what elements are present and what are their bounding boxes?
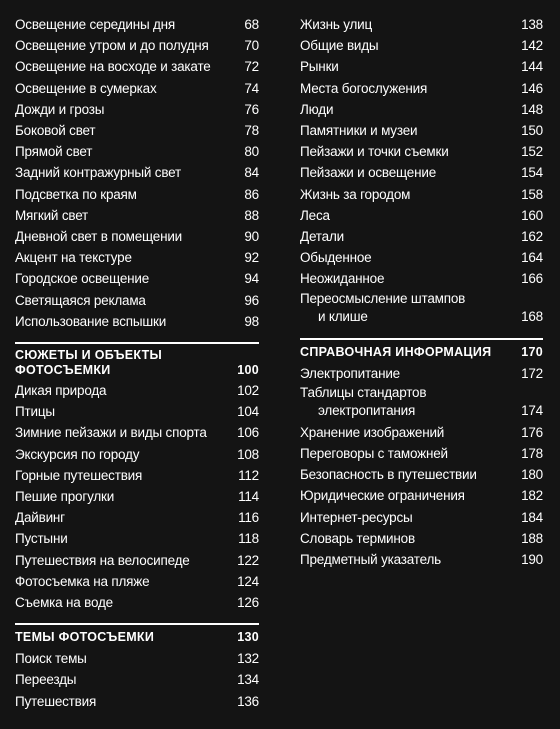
- toc-entry-label: Путешествия: [15, 693, 97, 709]
- toc-entry[interactable]: [15, 205, 259, 226]
- toc-entry[interactable]: [300, 205, 543, 226]
- toc-entry-label: Зимние пейзажи и виды спорта: [15, 425, 207, 441]
- toc-entry-page: 72: [244, 59, 259, 75]
- toc-entry-label: Освещение в сумерках: [15, 80, 157, 96]
- toc-entry[interactable]: [300, 14, 543, 35]
- toc-entry-page: 168: [521, 308, 543, 324]
- toc-entries-reference: [300, 422, 543, 570]
- toc-entry-page: 166: [521, 271, 543, 287]
- toc-entry[interactable]: [300, 78, 543, 99]
- toc-entry[interactable]: [15, 592, 259, 613]
- toc-entry-label: Боковой свет: [15, 123, 96, 139]
- toc-entry[interactable]: [300, 141, 543, 162]
- toc-entry-label: Горные путешествия: [15, 467, 143, 483]
- toc-entry-label-line1: Таблицы стандартов: [300, 384, 427, 400]
- section-title: СПРАВОЧНАЯ ИНФОРМАЦИЯ: [300, 344, 492, 359]
- toc-entry-page: 102: [237, 383, 259, 399]
- toc-entry[interactable]: [15, 444, 259, 465]
- toc-entry-page: 92: [244, 250, 259, 266]
- toc-entry-page: 154: [521, 165, 543, 181]
- toc-entry-label: Леса: [300, 207, 330, 223]
- toc-entry-label: Фотосъемка на пляже: [15, 573, 150, 589]
- toc-entry-label: Птицы: [15, 404, 55, 420]
- toc-section-header: [15, 623, 259, 648]
- toc-entry-label: Места богослужения: [300, 80, 428, 96]
- toc-entry-page: 94: [244, 271, 259, 287]
- toc-entry[interactable]: [300, 226, 543, 247]
- toc-entry[interactable]: [300, 290, 543, 328]
- toc-entry-label: Дикая природа: [15, 383, 107, 399]
- toc-entry-label: Жизнь за городом: [300, 186, 411, 202]
- toc-entry-label: Акцент на текстуре: [15, 250, 132, 266]
- toc-entry[interactable]: [300, 363, 543, 384]
- toc-entry-page: 160: [521, 207, 543, 223]
- toc-entry[interactable]: [300, 120, 543, 141]
- toc-entry-page: 152: [521, 144, 543, 160]
- toc-entry[interactable]: [15, 162, 259, 183]
- toc-entry-label: Светящаяся реклама: [15, 292, 146, 308]
- toc-entry-label: Обыденное: [300, 250, 372, 266]
- toc-entry-page: 78: [244, 123, 259, 139]
- toc-entry-label: Пейзажи и освещение: [300, 165, 437, 181]
- toc-entry-label-line1: Переосмысление штампов: [300, 290, 466, 306]
- toc-entry-page: 80: [244, 144, 259, 160]
- toc-section-themes: [15, 623, 259, 712]
- toc-entry-page: 182: [521, 488, 543, 504]
- toc-entry[interactable]: [300, 507, 543, 528]
- toc-entry-page: 98: [244, 313, 259, 329]
- toc-entry-page: 138: [521, 17, 543, 32]
- section-page-number: 100: [237, 363, 259, 378]
- toc-entry[interactable]: [300, 162, 543, 183]
- toc-entry-page: 118: [238, 531, 259, 547]
- toc-entry-label: Подсветка по краям: [15, 186, 137, 202]
- section-page-number: 170: [521, 344, 543, 359]
- toc-entry[interactable]: [15, 184, 259, 205]
- toc-entry-page: 76: [244, 101, 259, 117]
- toc-entry[interactable]: [15, 226, 259, 247]
- toc-entries-subjects: [15, 380, 259, 613]
- toc-entry-label-line2: и клише: [318, 308, 368, 324]
- toc-entry-page: 148: [521, 101, 543, 117]
- toc-right-column: [300, 14, 543, 570]
- toc-entry-label: Освещение на восходе и закате: [15, 59, 211, 75]
- toc-entry-page: 136: [237, 693, 259, 709]
- toc-entries-themes: [15, 648, 259, 712]
- toc-section-header: [300, 338, 543, 363]
- toc-entry-page: 150: [521, 123, 543, 139]
- toc-entry-label: Переговоры с таможней: [300, 446, 448, 462]
- toc-entry[interactable]: [15, 78, 259, 99]
- toc-entry-label: Неожиданное: [300, 271, 385, 287]
- section-title-line1: СЮЖЕТЫ И ОБЪЕКТЫ: [15, 348, 163, 363]
- toc-entry-page: 86: [244, 186, 259, 202]
- toc-section-header: [15, 342, 259, 380]
- toc-entry[interactable]: [15, 528, 259, 549]
- toc-section-subjects: [15, 342, 259, 613]
- toc-entry-page: 90: [244, 229, 259, 245]
- toc-entry[interactable]: [15, 507, 259, 528]
- toc-entry-label: Безопасность в путешествии: [300, 467, 477, 483]
- toc-entry-label: Пешие прогулки: [15, 489, 115, 505]
- toc-entry-label: Использование вспышки: [15, 313, 167, 329]
- toc-entry-page: 190: [521, 552, 543, 568]
- toc-entry-page: 68: [244, 17, 259, 32]
- toc-entry[interactable]: [15, 120, 259, 141]
- toc-entry-page: 104: [237, 404, 259, 420]
- toc-entry-page: 74: [244, 80, 259, 96]
- toc-entry-page: 106: [237, 425, 259, 441]
- toc-entry[interactable]: [15, 380, 259, 401]
- toc-entry[interactable]: [300, 99, 543, 120]
- section-page-number: 130: [237, 630, 259, 645]
- toc-entry-label: Общие виды: [300, 38, 379, 54]
- toc-entry-label: Юридические ограничения: [300, 488, 465, 504]
- toc-entry[interactable]: [15, 247, 259, 268]
- toc-entry-page: 116: [238, 510, 259, 526]
- toc-entry-page: 84: [244, 165, 259, 181]
- toc-entry[interactable]: [300, 56, 543, 77]
- toc-entry-label: Рынки: [300, 59, 339, 75]
- toc-entry[interactable]: [300, 549, 543, 570]
- section-title-line2: ФОТОСЪЕМКИ: [15, 363, 111, 378]
- toc-entry-page: 88: [244, 207, 259, 223]
- toc-entry-label: Пустыни: [15, 531, 68, 547]
- toc-entry-label: Хранение изображений: [300, 424, 445, 440]
- toc-entry-label: Экскурсия по городу: [15, 446, 140, 462]
- toc-entry-label: [300, 384, 513, 420]
- toc-entry[interactable]: [15, 35, 259, 56]
- toc-entry-page: 112: [238, 467, 259, 483]
- toc-entry-label: Путешествия на велосипеде: [15, 552, 190, 568]
- toc-entry-page: 144: [521, 59, 543, 75]
- toc-entry-page: 114: [238, 489, 259, 505]
- toc-entry-page: 164: [521, 250, 543, 266]
- section-title: [15, 348, 237, 378]
- toc-entry-label: Переезды: [15, 672, 77, 688]
- toc-entry-page: 178: [521, 446, 543, 462]
- toc-entry[interactable]: [300, 443, 543, 464]
- toc-entry-label: Городское освещение: [15, 271, 150, 287]
- toc-entry-label: Освещение середины дня: [15, 17, 176, 32]
- toc-entry-label: Дайвинг: [15, 510, 65, 526]
- toc-entry-label: Интернет-ресурсы: [300, 509, 413, 525]
- toc-left-column: [15, 14, 259, 712]
- toc-entry[interactable]: [15, 14, 259, 35]
- toc-entry-page: 122: [237, 552, 259, 568]
- toc-entry[interactable]: [300, 35, 543, 56]
- toc-entry-label-line2: электропитания: [318, 402, 416, 418]
- toc-entry[interactable]: [15, 401, 259, 422]
- toc-entry-page: 142: [521, 38, 543, 54]
- section-title: ТЕМЫ ФОТОСЪЕМКИ: [15, 630, 155, 645]
- toc-entry[interactable]: [15, 486, 259, 507]
- toc-entry-label: Освещение утром и до полудня: [15, 38, 209, 54]
- toc-entry[interactable]: [15, 571, 259, 592]
- toc-entry[interactable]: [15, 290, 259, 311]
- toc-entry[interactable]: [300, 247, 543, 268]
- toc-entry[interactable]: [15, 268, 259, 289]
- toc-entry[interactable]: [15, 691, 259, 712]
- toc-entry[interactable]: [300, 485, 543, 506]
- toc-entry-page: 162: [521, 229, 543, 245]
- toc-entry-page: 134: [237, 672, 259, 688]
- toc-entry-label: Люди: [300, 101, 334, 117]
- toc-entry-page: 174: [521, 402, 543, 418]
- toc-entry[interactable]: [15, 669, 259, 690]
- toc-entry-page: 124: [237, 573, 259, 589]
- toc-entries-themes-continued: [300, 14, 543, 290]
- toc-entry-label: Электропитание: [300, 365, 400, 381]
- toc-entry-label: Дожди и грозы: [15, 101, 105, 117]
- toc-entry[interactable]: [300, 528, 543, 549]
- toc-entry-label: Памятники и музеи: [300, 123, 418, 139]
- toc-entry[interactable]: [300, 268, 543, 289]
- toc-entry-page: 176: [521, 424, 543, 440]
- toc-entry-page: 158: [521, 186, 543, 202]
- toc-entry-page: 180: [521, 467, 543, 483]
- toc-entry[interactable]: [15, 56, 259, 77]
- toc-entry-label: Съемка на воде: [15, 595, 113, 611]
- toc-entry[interactable]: [300, 422, 543, 443]
- toc-entry-label: Предметный указатель: [300, 552, 441, 568]
- toc-entry-label: Прямой свет: [15, 144, 93, 160]
- toc-entry[interactable]: [15, 465, 259, 486]
- toc-entry[interactable]: [300, 464, 543, 485]
- toc-entry-label: [300, 290, 513, 326]
- toc-entry-label: Пейзажи и точки съемки: [300, 144, 449, 160]
- toc-entry[interactable]: [15, 550, 259, 571]
- toc-entries-lighting: [15, 14, 259, 332]
- toc-entry-page: 96: [244, 292, 259, 308]
- toc-entry[interactable]: [15, 141, 259, 162]
- toc-entry-page: 70: [244, 38, 259, 54]
- toc-entry-label: Детали: [300, 229, 344, 245]
- toc-entry-page: 172: [521, 365, 543, 381]
- toc-entry[interactable]: [15, 99, 259, 120]
- toc-entry-page: 108: [237, 446, 259, 462]
- toc-entry[interactable]: [300, 184, 543, 205]
- toc-entry[interactable]: [300, 384, 543, 422]
- toc-entry-page: 146: [521, 80, 543, 96]
- toc-entry[interactable]: [15, 648, 259, 669]
- toc-section-reference: [300, 338, 543, 571]
- toc-entry-label: Словарь терминов: [300, 530, 415, 546]
- toc-entry[interactable]: [15, 422, 259, 443]
- toc-entry-page: 132: [237, 651, 259, 667]
- toc-entry-page: 188: [521, 530, 543, 546]
- toc-entry-label: Задний контражурный свет: [15, 165, 182, 181]
- toc-entry[interactable]: [15, 311, 259, 332]
- toc-entry-label: Дневной свет в помещении: [15, 229, 183, 245]
- toc-entry-label: Жизнь улиц: [300, 17, 373, 32]
- toc-entry-label: Поиск темы: [15, 651, 87, 667]
- toc-entry-page: 126: [237, 595, 259, 611]
- toc-entry-label: Мягкий свет: [15, 207, 89, 223]
- toc-entry-page: 184: [521, 509, 543, 525]
